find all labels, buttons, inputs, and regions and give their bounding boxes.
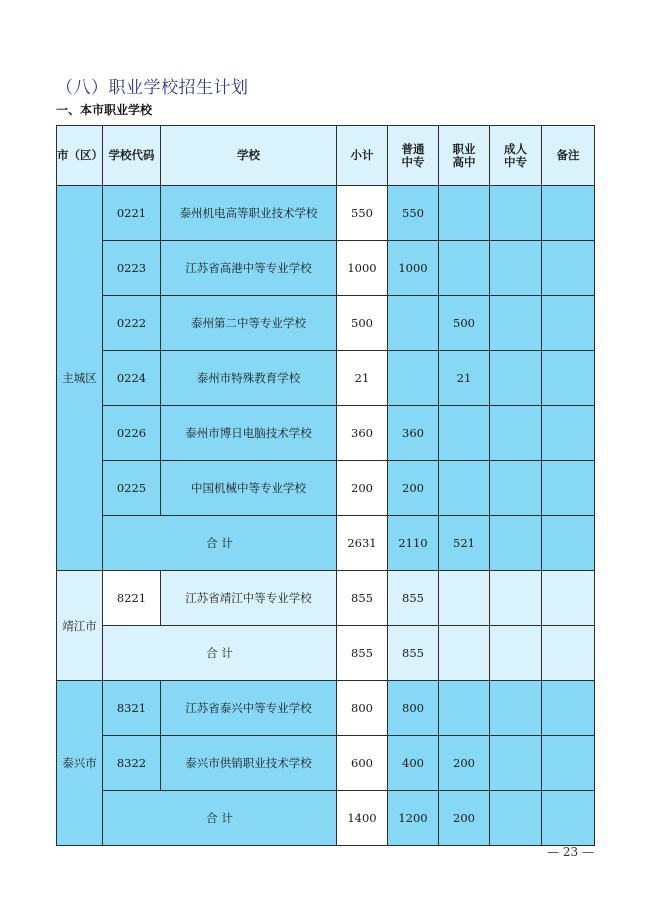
- total-adult: [490, 626, 542, 681]
- school-cell: 泰州市博日电脑技术学校: [161, 406, 337, 461]
- city-cell: 靖江市: [57, 571, 103, 681]
- code-cell: 8322: [103, 736, 161, 791]
- total-row: [57, 516, 595, 571]
- general-cell: 800: [388, 681, 439, 736]
- school-cell: 泰兴市供销职业技术学校: [161, 736, 337, 791]
- general-cell: 200: [388, 461, 439, 516]
- total-adult: [490, 791, 542, 846]
- adult-cell: [490, 406, 542, 461]
- total-label: 合 计: [103, 626, 337, 681]
- vocational-cell: 21: [439, 351, 490, 406]
- vocational-cell: [439, 406, 490, 461]
- page-number: — 23 —: [547, 845, 594, 859]
- school-cell: 江苏省泰兴中等专业学校: [161, 681, 337, 736]
- code-cell: 0225: [103, 461, 161, 516]
- city-cell: 泰兴市: [57, 681, 103, 846]
- header-vocational: 职业 高中: [439, 126, 490, 186]
- subtotal-cell: 200: [337, 461, 388, 516]
- school-cell: 泰州第二中等专业学校: [161, 296, 337, 351]
- total-general: 855: [388, 626, 439, 681]
- school-cell: 江苏省靖江中等专业学校: [161, 571, 337, 626]
- total-general: 1200: [388, 791, 439, 846]
- code-cell: 0226: [103, 406, 161, 461]
- vocational-cell: 200: [439, 736, 490, 791]
- code-cell: 0224: [103, 351, 161, 406]
- remarks-cell: [542, 406, 595, 461]
- header-remarks: 备注: [542, 126, 595, 186]
- subtotal-cell: 550: [337, 186, 388, 241]
- code-cell: 8321: [103, 681, 161, 736]
- total-adult: [490, 516, 542, 571]
- vocational-cell: [439, 571, 490, 626]
- general-cell: 855: [388, 571, 439, 626]
- table-row: [57, 241, 595, 296]
- code-cell: 0223: [103, 241, 161, 296]
- table-row: [57, 186, 595, 241]
- enrollment-table: [56, 125, 595, 846]
- total-label: 合 计: [103, 791, 337, 846]
- table-row: [57, 681, 595, 736]
- code-cell: 0222: [103, 296, 161, 351]
- header-adult: 成人 中专: [490, 126, 542, 186]
- general-cell: 400: [388, 736, 439, 791]
- school-cell: 中国机械中等专业学校: [161, 461, 337, 516]
- remarks-cell: [542, 296, 595, 351]
- total-remarks: [542, 626, 595, 681]
- header-general: 普通 中专: [388, 126, 439, 186]
- total-subtotal: 2631: [337, 516, 388, 571]
- school-cell: 泰州市特殊教育学校: [161, 351, 337, 406]
- general-cell: 550: [388, 186, 439, 241]
- general-cell: 1000: [388, 241, 439, 296]
- adult-cell: [490, 186, 542, 241]
- subtotal-cell: 360: [337, 406, 388, 461]
- section-subtitle: 一、本市职业学校: [56, 103, 153, 117]
- header-city: 市（区）: [57, 126, 103, 186]
- code-cell: 8221: [103, 571, 161, 626]
- vocational-cell: [439, 681, 490, 736]
- remarks-cell: [542, 571, 595, 626]
- adult-cell: [490, 681, 542, 736]
- vocational-cell: 500: [439, 296, 490, 351]
- vocational-cell: [439, 241, 490, 296]
- table-row: [57, 406, 595, 461]
- total-subtotal: 855: [337, 626, 388, 681]
- subtotal-cell: 1000: [337, 241, 388, 296]
- table-header-row: [57, 126, 595, 186]
- adult-cell: [490, 461, 542, 516]
- remarks-cell: [542, 351, 595, 406]
- vocational-cell: [439, 186, 490, 241]
- table-row: [57, 296, 595, 351]
- total-remarks: [542, 791, 595, 846]
- header-code: 学校代码: [103, 126, 161, 186]
- table-row: [57, 571, 595, 626]
- general-cell: 360: [388, 406, 439, 461]
- remarks-cell: [542, 461, 595, 516]
- adult-cell: [490, 736, 542, 791]
- table-row: [57, 736, 595, 791]
- total-label: 合 计: [103, 516, 337, 571]
- table-row: [57, 351, 595, 406]
- general-cell: [388, 296, 439, 351]
- header-school: 学校: [161, 126, 337, 186]
- subtotal-cell: 800: [337, 681, 388, 736]
- code-cell: 0221: [103, 186, 161, 241]
- remarks-cell: [542, 241, 595, 296]
- adult-cell: [490, 296, 542, 351]
- adult-cell: [490, 571, 542, 626]
- school-cell: 泰州机电高等职业技术学校: [161, 186, 337, 241]
- total-vocational: [439, 626, 490, 681]
- header-subtotal: 小计: [337, 126, 388, 186]
- subtotal-cell: 600: [337, 736, 388, 791]
- total-row: [57, 791, 595, 846]
- school-cell: 江苏省高港中等专业学校: [161, 241, 337, 296]
- table-row: [57, 461, 595, 516]
- total-general: 2110: [388, 516, 439, 571]
- remarks-cell: [542, 736, 595, 791]
- adult-cell: [490, 351, 542, 406]
- general-cell: [388, 351, 439, 406]
- remarks-cell: [542, 681, 595, 736]
- total-vocational: 200: [439, 791, 490, 846]
- total-row: [57, 626, 595, 681]
- page-title: （八）职业学校招生计划: [56, 78, 249, 98]
- total-remarks: [542, 516, 595, 571]
- vocational-cell: [439, 461, 490, 516]
- subtotal-cell: 855: [337, 571, 388, 626]
- city-cell: 主城区: [57, 186, 103, 571]
- remarks-cell: [542, 186, 595, 241]
- total-subtotal: 1400: [337, 791, 388, 846]
- total-vocational: 521: [439, 516, 490, 571]
- subtotal-cell: 21: [337, 351, 388, 406]
- subtotal-cell: 500: [337, 296, 388, 351]
- adult-cell: [490, 241, 542, 296]
